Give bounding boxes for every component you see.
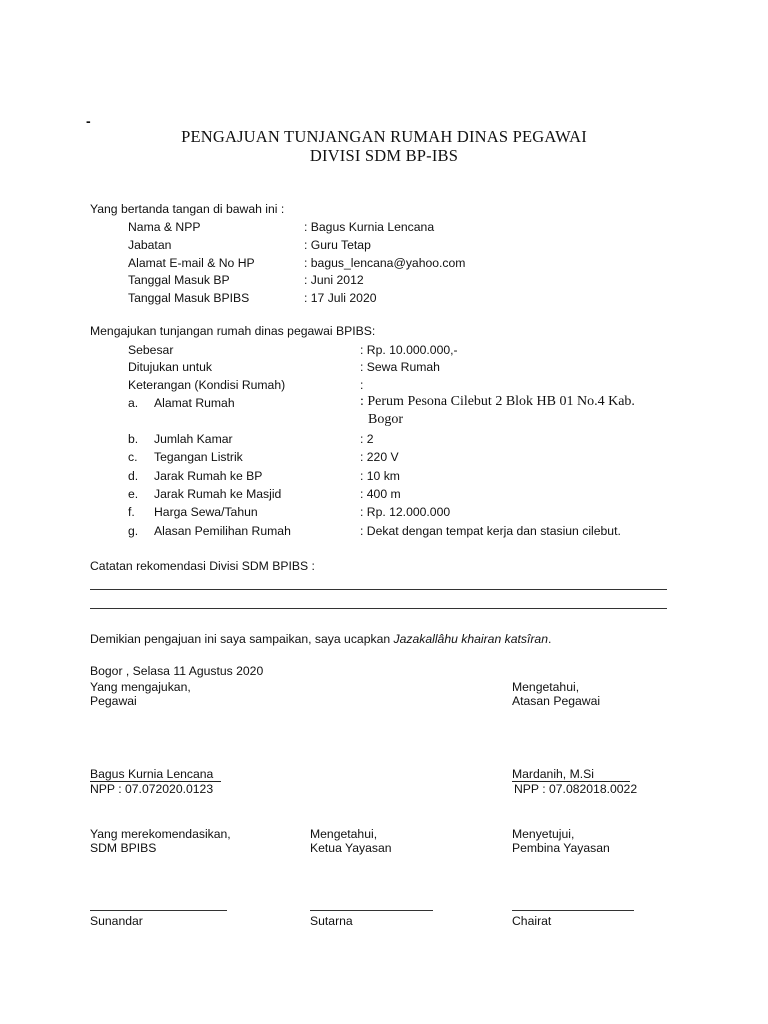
house-letter: c. bbox=[128, 450, 138, 464]
house-label: Alasan Pemilihan Rumah bbox=[154, 524, 291, 538]
house-label: Jumlah Kamar bbox=[154, 432, 233, 446]
right-sig-name bbox=[512, 767, 630, 782]
bottom-sig-role: Mengetahui, bbox=[310, 827, 378, 841]
house-value: : Perum Pesona Cilebut 2 Blok HB 01 No.4 Kab. bbox=[360, 394, 635, 409]
house-letter: a. bbox=[128, 396, 139, 410]
notes-line bbox=[90, 608, 667, 609]
applicant-label: Alamat E-mail & No HP bbox=[128, 256, 255, 270]
signature-line bbox=[310, 910, 433, 911]
house-label: Alamat Rumah bbox=[154, 396, 235, 410]
bottom-sig-name: Sutarna bbox=[310, 914, 353, 928]
closing-sentence bbox=[90, 632, 551, 646]
closing-end: . bbox=[547, 632, 552, 646]
signature-line bbox=[512, 910, 634, 911]
right-sig-npp: NPP : 07.082018.0022 bbox=[514, 782, 638, 796]
request-label: Ditujukan untuk bbox=[128, 360, 213, 374]
page-marker: - bbox=[86, 113, 91, 129]
house-value: : 220 V bbox=[360, 450, 399, 464]
request-label: Keterangan (Kondisi Rumah) bbox=[128, 378, 286, 392]
left-sig-npp: NPP : 07.072020.0123 bbox=[90, 782, 214, 796]
left-sig-name bbox=[90, 767, 221, 782]
applicant-value: : 17 Juli 2020 bbox=[304, 291, 377, 305]
request-intro: Mengajukan tunjangan rumah dinas pegawai BPIBS: bbox=[90, 324, 376, 338]
request-value: : bbox=[360, 378, 364, 392]
house-value-continued: Bogor bbox=[368, 412, 403, 427]
bottom-sig-role: Menyetujui, bbox=[512, 827, 575, 841]
house-label: Jarak Rumah ke Masjid bbox=[154, 487, 282, 501]
intro-text: Yang bertanda tangan di bawah ini : bbox=[90, 202, 285, 216]
applicant-value: : Juni 2012 bbox=[304, 273, 364, 287]
house-letter: b. bbox=[128, 432, 139, 446]
document-subtitle: DIVISI SDM BP-IBS bbox=[309, 146, 459, 165]
notes-line bbox=[90, 589, 667, 590]
left-sig-title: Pegawai bbox=[90, 694, 137, 708]
house-value: : 2 bbox=[360, 432, 374, 446]
left-sig-name-text: Bagus Kurnia Lencana bbox=[90, 767, 221, 782]
bottom-sig-title: SDM BPIBS bbox=[90, 841, 157, 855]
house-label: Harga Sewa/Tahun bbox=[154, 505, 258, 519]
left-sig-role: Yang mengajukan, bbox=[90, 680, 191, 694]
right-sig-name-text: Mardanih, M.Si bbox=[512, 767, 630, 782]
request-value: : Sewa Rumah bbox=[360, 360, 440, 374]
request-label: Sebesar bbox=[128, 343, 174, 357]
applicant-value: : bagus_lencana@yahoo.com bbox=[304, 256, 466, 270]
house-label: Tegangan Listrik bbox=[154, 450, 243, 464]
applicant-label: Tanggal Masuk BPIBS bbox=[128, 291, 250, 305]
right-sig-role: Mengetahui, bbox=[512, 680, 580, 694]
house-value: : 400 m bbox=[360, 487, 401, 501]
applicant-label: Tanggal Masuk BP bbox=[128, 273, 230, 287]
applicant-label: Nama & NPP bbox=[128, 220, 201, 234]
house-letter: f. bbox=[128, 505, 135, 519]
right-sig-title: Atasan Pegawai bbox=[512, 694, 601, 708]
applicant-value: : Guru Tetap bbox=[304, 238, 371, 252]
notes-label: Catatan rekomendasi Divisi SDM BPIBS : bbox=[90, 559, 315, 573]
house-value: : 10 km bbox=[360, 469, 400, 483]
bottom-sig-name: Chairat bbox=[512, 914, 552, 928]
house-label: Jarak Rumah ke BP bbox=[154, 469, 263, 483]
bottom-sig-title: Ketua Yayasan bbox=[310, 841, 392, 855]
applicant-label: Jabatan bbox=[128, 238, 172, 252]
document-title: PENGAJUAN TUNJANGAN RUMAH DINAS PEGAWAI bbox=[181, 127, 587, 146]
closing-text: Demikian pengajuan ini saya sampaikan, saya ucapkan bbox=[90, 632, 394, 646]
applicant-value: : Bagus Kurnia Lencana bbox=[304, 220, 435, 234]
house-letter: d. bbox=[128, 469, 139, 483]
request-value: : Rp. 10.000.000,- bbox=[360, 343, 458, 357]
place-date: Bogor , Selasa 11 Agustus 2020 bbox=[90, 664, 264, 678]
bottom-sig-name: Sunandar bbox=[90, 914, 143, 928]
house-letter: g. bbox=[128, 524, 139, 538]
closing-italic: Jazakallâhu khairan katsîran bbox=[393, 632, 548, 646]
bottom-sig-role: Yang merekomendasikan, bbox=[90, 827, 231, 841]
bottom-sig-title: Pembina Yayasan bbox=[512, 841, 610, 855]
signature-line bbox=[90, 910, 227, 911]
house-letter: e. bbox=[128, 487, 139, 501]
house-value: : Dekat dengan tempat kerja dan stasiun cilebut. bbox=[360, 524, 621, 538]
house-value: : Rp. 12.000.000 bbox=[360, 505, 451, 519]
